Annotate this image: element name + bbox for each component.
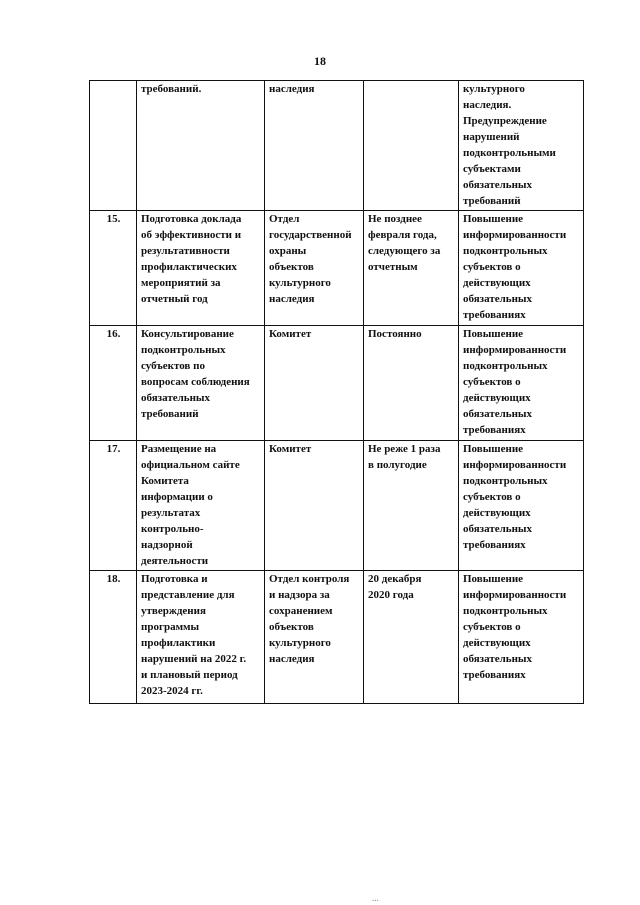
responsible-cell: Комитет [265, 441, 364, 571]
deadline-cell [364, 81, 459, 211]
deadline-cell: Не позднее февраля года, следующего за отчетным [364, 211, 459, 326]
responsible-cell: Комитет [265, 326, 364, 441]
result-cell: Повышение информированности подконтрольных субъектов о действующих обязательных требованиях [459, 571, 584, 704]
responsible-cell: Отдел государственной охраны объектов культурного наследия [265, 211, 364, 326]
activity-cell: Размещение на официальном сайте Комитета информации о результатах контрольно- надзорной деятельности [137, 441, 265, 571]
deadline-cell: 20 декабря 2020 года [364, 571, 459, 704]
table-row [90, 571, 584, 704]
responsible-cell: Отдел контроля и надзора за сохранением объектов культурного наследия [265, 571, 364, 704]
row-number: 16. [90, 326, 137, 441]
activity-cell: Консультирование подконтрольных субъектов по вопросам соблюдения обязательных требований [137, 326, 265, 441]
table-row [90, 81, 584, 211]
row-number: 18. [90, 571, 137, 704]
responsible-cell: наследия [265, 81, 364, 211]
footer-mark: ... [372, 893, 379, 903]
row-number: 15. [90, 211, 137, 326]
activity-cell: требований. [137, 81, 265, 211]
deadline-cell: Не реже 1 раза в полугодие [364, 441, 459, 571]
table-row [90, 326, 584, 441]
table-row [90, 211, 584, 326]
table-row [90, 441, 584, 571]
deadline-cell: Постоянно [364, 326, 459, 441]
activity-cell: Подготовка доклада об эффективности и результативности профилактических мероприятий за отчетный год [137, 211, 265, 326]
result-cell: Повышение информированности подконтрольных субъектов о действующих обязательных требованиях [459, 326, 584, 441]
page-number: 18 [314, 54, 326, 68]
row-number: 17. [90, 441, 137, 571]
result-cell: Повышение информированности подконтрольных субъектов о действующих обязательных требованиях [459, 211, 584, 326]
row-number [90, 81, 137, 211]
result-cell: культурного наследия. Предупреждение нарушений подконтрольными субъектами обязательных требований [459, 81, 584, 211]
result-cell: Повышение информированности подконтрольных субъектов о действующих обязательных требованиях [459, 441, 584, 571]
activity-cell: Подготовка и представление для утверждения программы профилактики нарушений на 2022 г. и плановый период 2023-2024 гг. [137, 571, 265, 704]
activity-plan-table [89, 80, 584, 704]
